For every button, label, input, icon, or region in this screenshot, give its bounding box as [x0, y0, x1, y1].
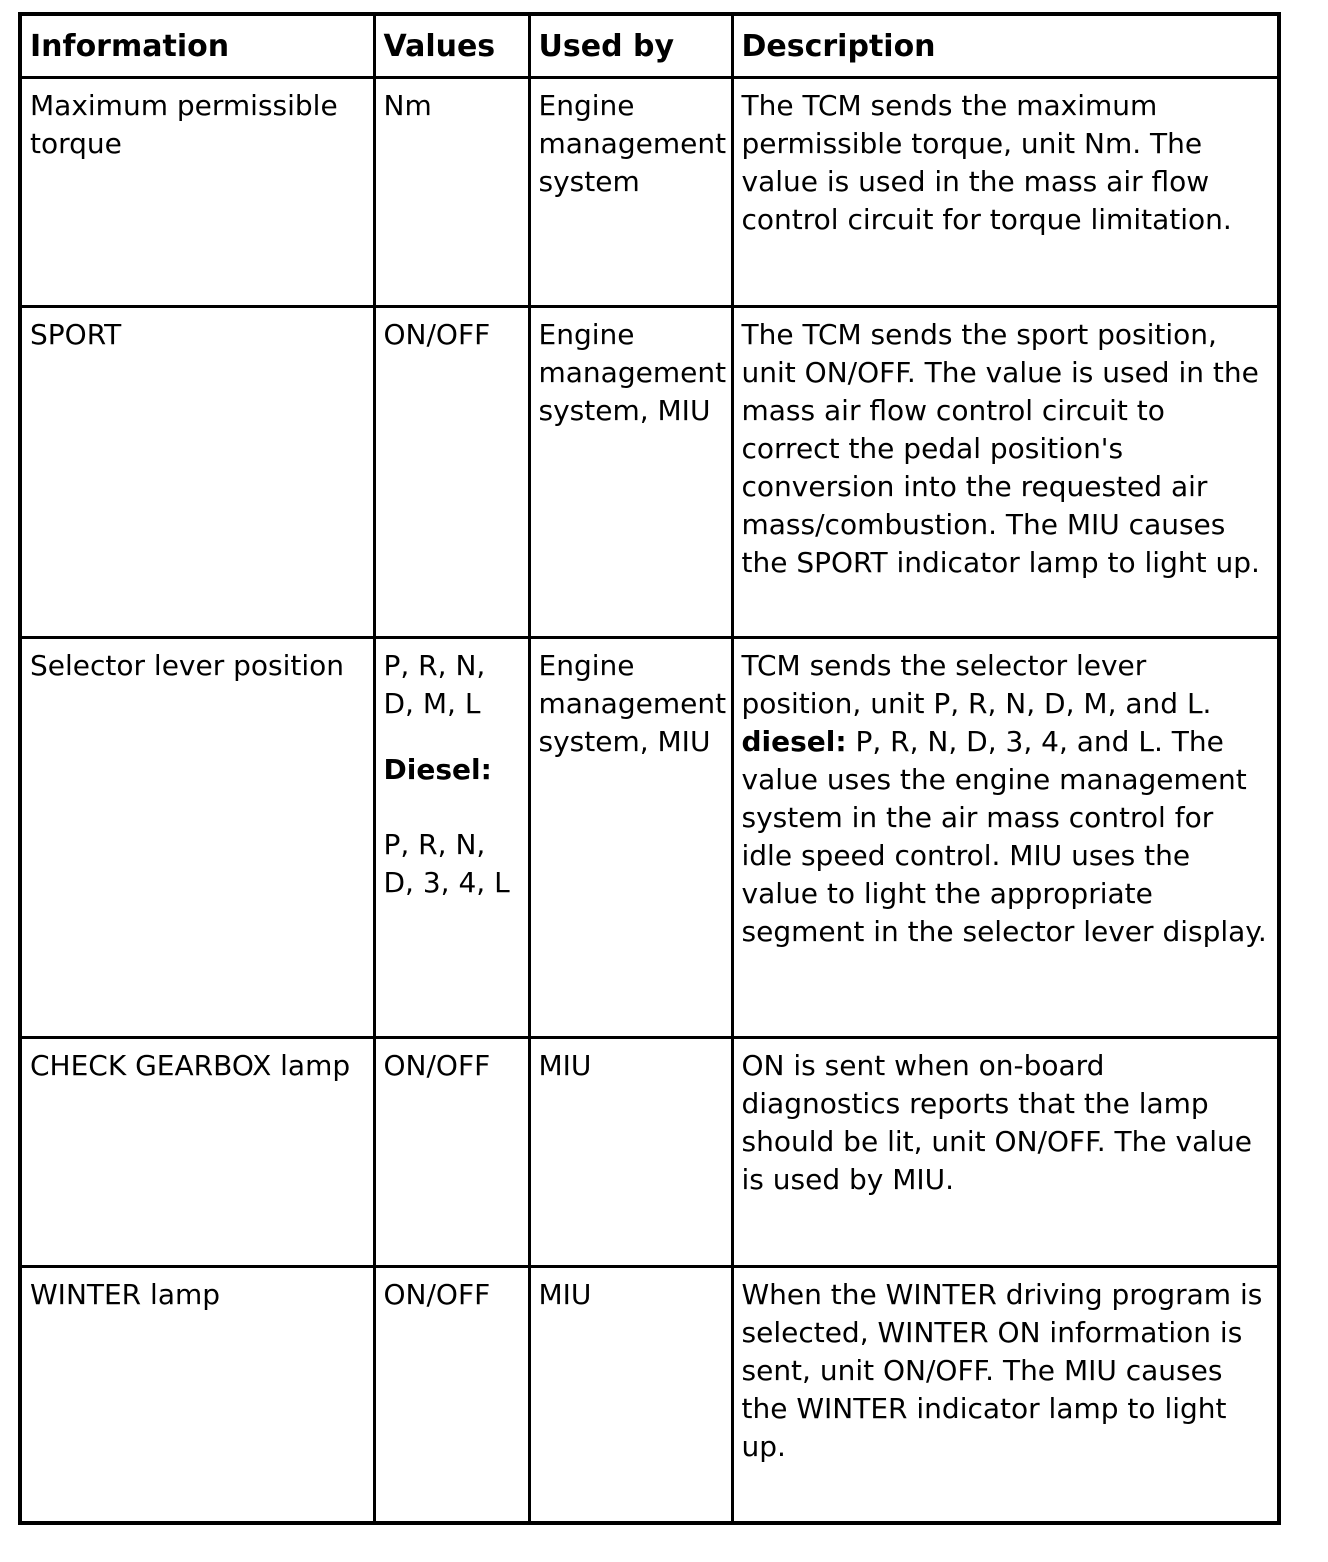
col-header-information: Information [20, 14, 374, 78]
tcm-signal-table [18, 12, 1281, 1525]
cell-used-by: MIU [529, 1038, 732, 1267]
cell-values: ON/OFF [374, 1267, 529, 1523]
values-petrol-line: P, R, N, D, M, L [383, 649, 486, 720]
description-text: P, R, N, D, 3, 4, and L. The value uses the engine management system in the air mass control for idle speed control. MIU uses the value to light the appropriate segment in the selector lever display. [741, 725, 1267, 948]
cell-used-by: Engine management system [529, 78, 732, 307]
cell-description [732, 638, 1279, 1038]
col-header-values: Values [374, 14, 529, 78]
cell-description: ON is sent when on-board diagnostics reports that the lamp should be lit, unit ON/OFF. The value is used by MIU. [732, 1038, 1279, 1267]
cell-description: The TCM sends the maximum permissible torque, unit Nm. The value is used in the mass air flow control circuit for torque limitation. [732, 78, 1279, 307]
header-row [20, 14, 1279, 78]
cell-values: Nm [374, 78, 529, 307]
values-diesel-line: P, R, N, D, 3, 4, L [383, 828, 510, 899]
cell-used-by: MIU [529, 1267, 732, 1523]
description-diesel-emphasis: diesel: [741, 725, 847, 758]
cell-used-by: Engine management system, MIU [529, 638, 732, 1038]
cell-values: ON/OFF [374, 1038, 529, 1267]
cell-information: Maximum permissible torque [20, 78, 374, 307]
col-header-description: Description [732, 14, 1279, 78]
cell-information: WINTER lamp [20, 1267, 374, 1523]
values-diesel-label: Diesel: [383, 753, 492, 786]
cell-information: SPORT [20, 307, 374, 638]
cell-description: When the WINTER driving program is selected, WINTER ON information is sent, unit ON/OFF. The MIU causes the WINTER indicator lamp to light up. [732, 1267, 1279, 1523]
cell-information: Selector lever position [20, 638, 374, 1038]
row-check-gearbox-lamp [20, 1038, 1279, 1267]
col-header-used-by: Used by [529, 14, 732, 78]
cell-values [374, 638, 529, 1038]
cell-used-by: Engine management system, MIU [529, 307, 732, 638]
row-winter-lamp [20, 1267, 1279, 1523]
row-sport [20, 307, 1279, 638]
cell-values: ON/OFF [374, 307, 529, 638]
cell-description: The TCM sends the sport position, unit ON/OFF. The value is used in the mass air flow control circuit to correct the pedal position's conversion into the requested air mass/combustion. The MIU causes the SPORT indicator lamp to light up. [732, 307, 1279, 638]
description-text: TCM sends the selector lever position, unit P, R, N, D, M, and L. [741, 649, 1212, 720]
row-maximum-permissible-torque [20, 78, 1279, 307]
row-selector-lever-position [20, 638, 1279, 1038]
cell-information: CHECK GEARBOX lamp [20, 1038, 374, 1267]
